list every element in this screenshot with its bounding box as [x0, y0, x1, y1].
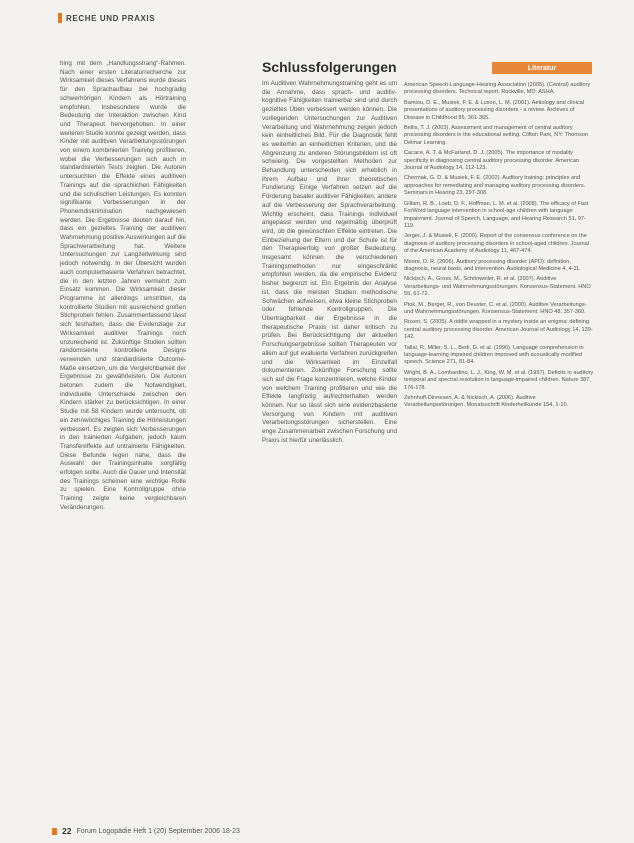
literature-list: [404, 82, 594, 810]
section-label: RECHE UND PRAXIS: [66, 13, 156, 23]
reference-item: Ptok, M., Berger, R., von Deuster, C. et al. (2000). Auditive Verarbeitungs- und Wahrnehmungsstörungen. Konsensus-Statement. HNO 48, 357-360.: [404, 301, 587, 315]
reference-item: Chermak, G. D. & Musiek, F. E. (2002). Auditory training: principles and approaches for remediating and managing auditory processing disorders. Seminars in Hearing 23, 297-308.: [404, 175, 586, 197]
reference-item: Moore, D. R. (2006). Auditory processing disorder (APD): definition, diagnosis, neural basis, and intervention. Audiological Medicine 4, 4-11.: [404, 258, 581, 272]
column-2-text: Im Auditiven Wahrnehmungstraining geht es um die Annahme, dass sprach- und auditiv-kognitive Fähigkeiten trainierbar sind und durch gezieltes Üben verbessert werden können. Die vorliegenden Untersuchungen zur Auditiven Verarbeitung und Wahrnehmung zeigen jedoch kein einheitliches Bild. Für die Diagnostik fehlt es weiterhin an einheitlichen Kriterien, und die Abgrenzung zu anderen Störungsbildern ist oft schwierig. Die vorgestellten Methoden zur Behandlung unterscheiden sich erheblich in ihrem Aufbau und ihrer theoretischen Fundierung. Einige Verfahren setzen auf die Förderung basaler auditiver Fähigkeiten, andere auf die Verbesserung der Sprachverarbeitung. Wichtig erscheint, dass Trainings individuell angepasst werden und regelmäßig überprüft wird, ob die gewünschten Effekte eintreten. Die Einbeziehung der Eltern und der Schule ist für den Therapieerfolg von großer Bedeutung. Insgesamt können die verschiedenen Trainingsmethoden nur eingeschränkt empfohlen werden, da die empirische Evidenz bisher begrenzt ist. Ein Ergebnis der Analyse ist, dass die meisten Studien methodische Schwächen aufweisen, etwa kleine Stichproben oder fehlende Kontrollgruppen. Die Übertragbarkeit der Ergebnisse in die therapeutische Praxis ist daher kritisch zu prüfen. Bei Berücksichtigung der aktuellen Forschungsergebnisse sollten Therapeuten vor allem auf gut evaluierte Verfahren zurückgreifen und die Wirksamkeit im Einzelfall dokumentieren. Zukünftige Forschung sollte sich auf die Frage konzentrieren, welche Kinder von welchem Training profitieren und wie die Effekte langfristig aufrechterhalten werden können. Nur so lässt sich eine evidenzbasierte Versorgung von Kindern mit auditiven Verarbeitungsstörungen sicherstellen. Eine enge Zusammenarbeit zwischen Forschung und Praxis ist hierfür unerlässlich.: [262, 80, 397, 444]
literature-label: Literatur: [527, 64, 557, 72]
reference-item: Tallal, P., Miller, S. L., Bedi, G. et al. (1996). Language comprehension in language-learning impaired children improved with acoustically modified speech. Science 271, 81-84.: [404, 344, 584, 366]
reference-item: Bellis, T. J. (2003). Assessment and management of central auditory processing disorders in the educational setting. Clifton Park, NY: Thomson Delmar Learning.: [404, 125, 588, 146]
reference-item: Nickisch, A., Gross, M., Schönweiler, R. et al. (2007). Auditive Verarbeitungs- und Wahrnehmungsstörungen. Konsensus-Statement. HNO 55, 61-72.: [404, 276, 591, 298]
section-marker: [58, 13, 62, 23]
column-1-text: hing mit dem „Handlungsstrang“-Rahmen. Nach einer ersten Literaturrecherche zur Wirksamkeit dieses Verfahrens wurde dieses für den Sprachaufbau bei hochgradig schwerhörigen Kindern als Hörtraining empfohlen. Insbesondere wurde die Bedeutung der Interaktion zwischen Kind und Therapeut hervorgehoben. In einer weiteren Studie konnte gezeigt werden, dass Kinder mit auditiven Verarbeitungsstörungen von einem kombinierten Training profitieren, wobei die Verbesserungen sich auch in standardisierten Tests zeigten. Die Autoren untersuchten die Effekte eines auditiven Trainings auf die sprachlichen Fähigkeiten und die schulischen Leistungen. Es konnten signifikante Verbesserungen in der Phonemdiskrimination nachgewiesen werden. Die Ergebnisse deuten darauf hin, dass ein gezieltes Training der auditiven Wahrnehmung positive Auswirkungen auf die Sprachverarbeitung hat. Weitere Untersuchungen zur Langzeitwirkung sind jedoch notwendig. In der Übersicht wurden auch computerbasierte Verfahren betrachtet, die in den letzten Jahren vermehrt zum Einsatz kommen. Die Wirksamkeit dieser Programme ist allerdings umstritten, da kontrollierte Studien mit ausreichend großen Stichproben fehlen. Zusammenfassend lässt sich festhalten, dass die Evidenzlage zur Wirksamkeit auditiver Trainings noch unzureichend ist. Zukünftige Studien sollten randomisierte kontrollierte Designs verwenden und standardisierte Outcome-Maße einsetzen, um die Vergleichbarkeit der Ergebnisse zu gewährleisten. Die Autoren betonen zudem die Notwendigkeit, individuelle Unterschiede zwischen den Kindern stärker zu berücksichtigen. In einer Studie mit 58 Kindern wurde untersucht, ob ein zehnwöchiges Training die Hörleistungen verbessert. Es zeigten sich Verbesserungen in den trainierten Aufgaben, jedoch kaum Transfereffekte auf untrainierte Fähigkeiten. Diese Befunde legen nahe, dass die Auswahl der Trainingsinhalte sorgfältig erfolgen sollte. Auch die Dauer und Intensität des Trainings scheinen eine wichtige Rolle zu spielen. Eine Kontrollgruppe ohne Training zeigte keine vergleichbaren Veränderungen.: [60, 60, 186, 511]
page-footer: [52, 826, 240, 836]
article-column-1: [60, 60, 186, 808]
reference-item: Rosen, S. (2005). A riddle wrapped in a mystery inside an enigma: defining central auditory processing disorder. American Journal of Audiology 14, 139-142.: [404, 319, 593, 341]
reference-item: Zehnhoff-Dinnesen, A. & Nickisch, A. (2006). Auditive Verarbeitungsstörungen. Monatsschrift Kinderheilkunde 154, 1-10.: [404, 395, 569, 409]
reference-item: Cacace, A. T. & McFarland, D. J. (2005). The importance of modality specificity in diagnosing central auditory processing disorder. American Journal of Audiology 14, 112-123.: [404, 150, 580, 172]
footer-marker: [52, 828, 57, 835]
section-header: [58, 12, 155, 24]
article-heading: Schlussfolgerungen: [262, 59, 397, 75]
reference-item: Bamiou, D. E., Musiek, F. E. & Luxon, L. M. (2001). Aetiology and clinical presentations of auditory processing disorders - a review. Archives of Disease in Childhood 85, 361-365.: [404, 99, 585, 121]
reference-item: Wright, B. A., Lombardino, L. J., King, W. M. et al. (1997). Deficits in auditory temporal and spectral resolution in language-impaired children. Nature 387, 176-178.: [404, 369, 594, 391]
reference-item: American Speech-Language-Hearing Association (2005). (Central) auditory processing disorders. Technical report. Rockville, MD: ASHA.: [404, 82, 591, 96]
reference-item: Gillam, R. B., Loeb, D. F., Hoffman, L. M. et al. (2008). The efficacy of Fast ForWord language intervention in school-age children with language impairment. Journal of Speech, Language, and Hearing Research 51, 97-119.: [404, 200, 589, 229]
page-number: 22: [62, 826, 72, 836]
literature-label-box: [492, 62, 592, 74]
journal-info: Forum Logopädie Heft 1 (20) September 2006 18-23: [76, 827, 240, 835]
reference-item: Jerger, J. & Musiek, F. (2000). Report of the consensus conference on the diagnosis of auditory processing disorders in school-aged children. Journal of the American Academy of Audiology 11, 467-474.: [404, 233, 590, 255]
article-column-2: [262, 80, 397, 808]
